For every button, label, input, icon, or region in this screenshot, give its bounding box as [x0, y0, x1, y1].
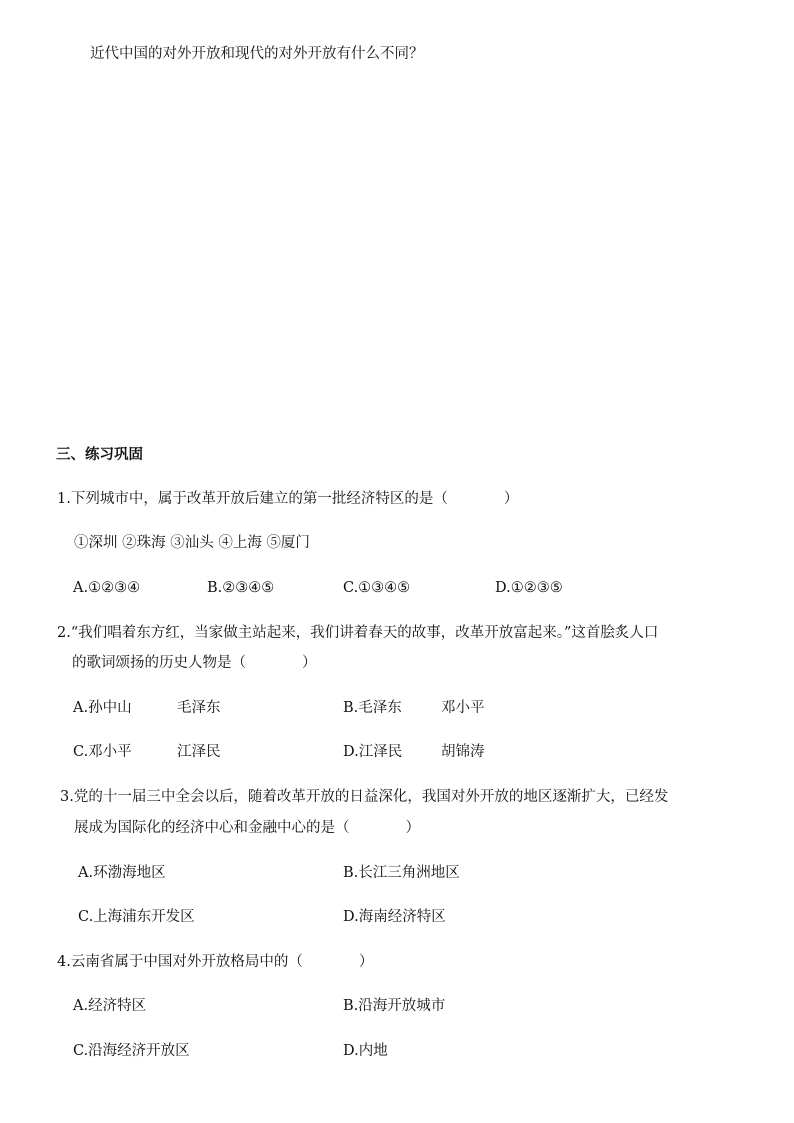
question-4-option-c: C.沿海经济开放区: [73, 1043, 190, 1059]
section-title: 三、练习巩固: [56, 447, 143, 463]
question-3-option-d: D.海南经济特区: [343, 909, 446, 925]
question-1-stem: 1.下列城市中，属于改革开放后建立的第一批经济特区的是（: [57, 491, 448, 507]
question-2-option-d: [343, 742, 402, 762]
question-2-close-paren: ）: [302, 655, 317, 671]
question-2-option-d-label: D.江泽民: [343, 744, 403, 760]
question-1-option-d: D.①②③⑤: [495, 580, 563, 596]
question-2-stem-end: 的歌词颂扬的历史人物是（: [72, 655, 246, 671]
question-4-stem: 4.云南省属于中国对外开放格局中的（: [57, 954, 303, 970]
question-3-line-1: 3.党的十一届三中全会以后，随着改革开放的日益深化，我国对外开放的地区逐渐扩大，已经发: [60, 789, 669, 805]
question-3-option-b: B.长江三角洲地区: [343, 865, 460, 881]
question-1-statement: ①深圳 ②珠海 ③汕头 ④上海 ⑤厦门: [74, 535, 310, 551]
question-2-option-d-extra: 胡锦涛: [441, 744, 485, 760]
question-2-line-1: 2.“我们唱着东方红，当家做主站起来，我们讲着春天的故事，改革开放富起来。”这首脍炙人口: [57, 625, 659, 641]
question-4-option-a: A.经济特区: [73, 998, 147, 1014]
question-2-option-a-extra: 毛泽东: [177, 700, 221, 716]
question-2-option-a-label: A.孙中山: [73, 700, 132, 716]
intro-question: 近代中国的对外开放和现代的对外开放有什么不同？: [90, 46, 424, 62]
question-2-line-2: [72, 653, 317, 673]
question-3-stem-end: 展成为国际化的经济中心和金融中心的是（: [74, 820, 350, 836]
question-2-option-c-extra: 江泽民: [177, 744, 221, 760]
question-3-option-a: A.环渤海地区: [78, 865, 166, 881]
question-3-line-2: [74, 818, 420, 838]
question-4-option-b: B.沿海开放城市: [343, 998, 446, 1014]
question-3-option-c: C.上海浦东开发区: [78, 909, 195, 925]
question-1: [57, 489, 518, 509]
question-2-option-b-label: B.毛泽东: [343, 700, 402, 716]
question-2-option-c: [73, 742, 132, 762]
question-2-option-b: [343, 698, 402, 718]
question-2-option-c-label: C.邓小平: [73, 744, 132, 760]
question-1-option-c: C.①③④⑤: [343, 580, 411, 596]
question-4: [57, 952, 373, 972]
question-4-close-paren: ）: [358, 954, 374, 970]
question-3-close-paren: ）: [405, 820, 420, 836]
question-4-option-d: D.内地: [343, 1043, 388, 1059]
question-2-option-b-extra: 邓小平: [441, 700, 485, 716]
question-1-option-a: A.①②③④: [73, 580, 141, 596]
question-2-option-a: [73, 698, 132, 718]
question-1-option-b: B.②③④⑤: [207, 580, 275, 596]
question-1-close-paren: ）: [503, 491, 519, 507]
